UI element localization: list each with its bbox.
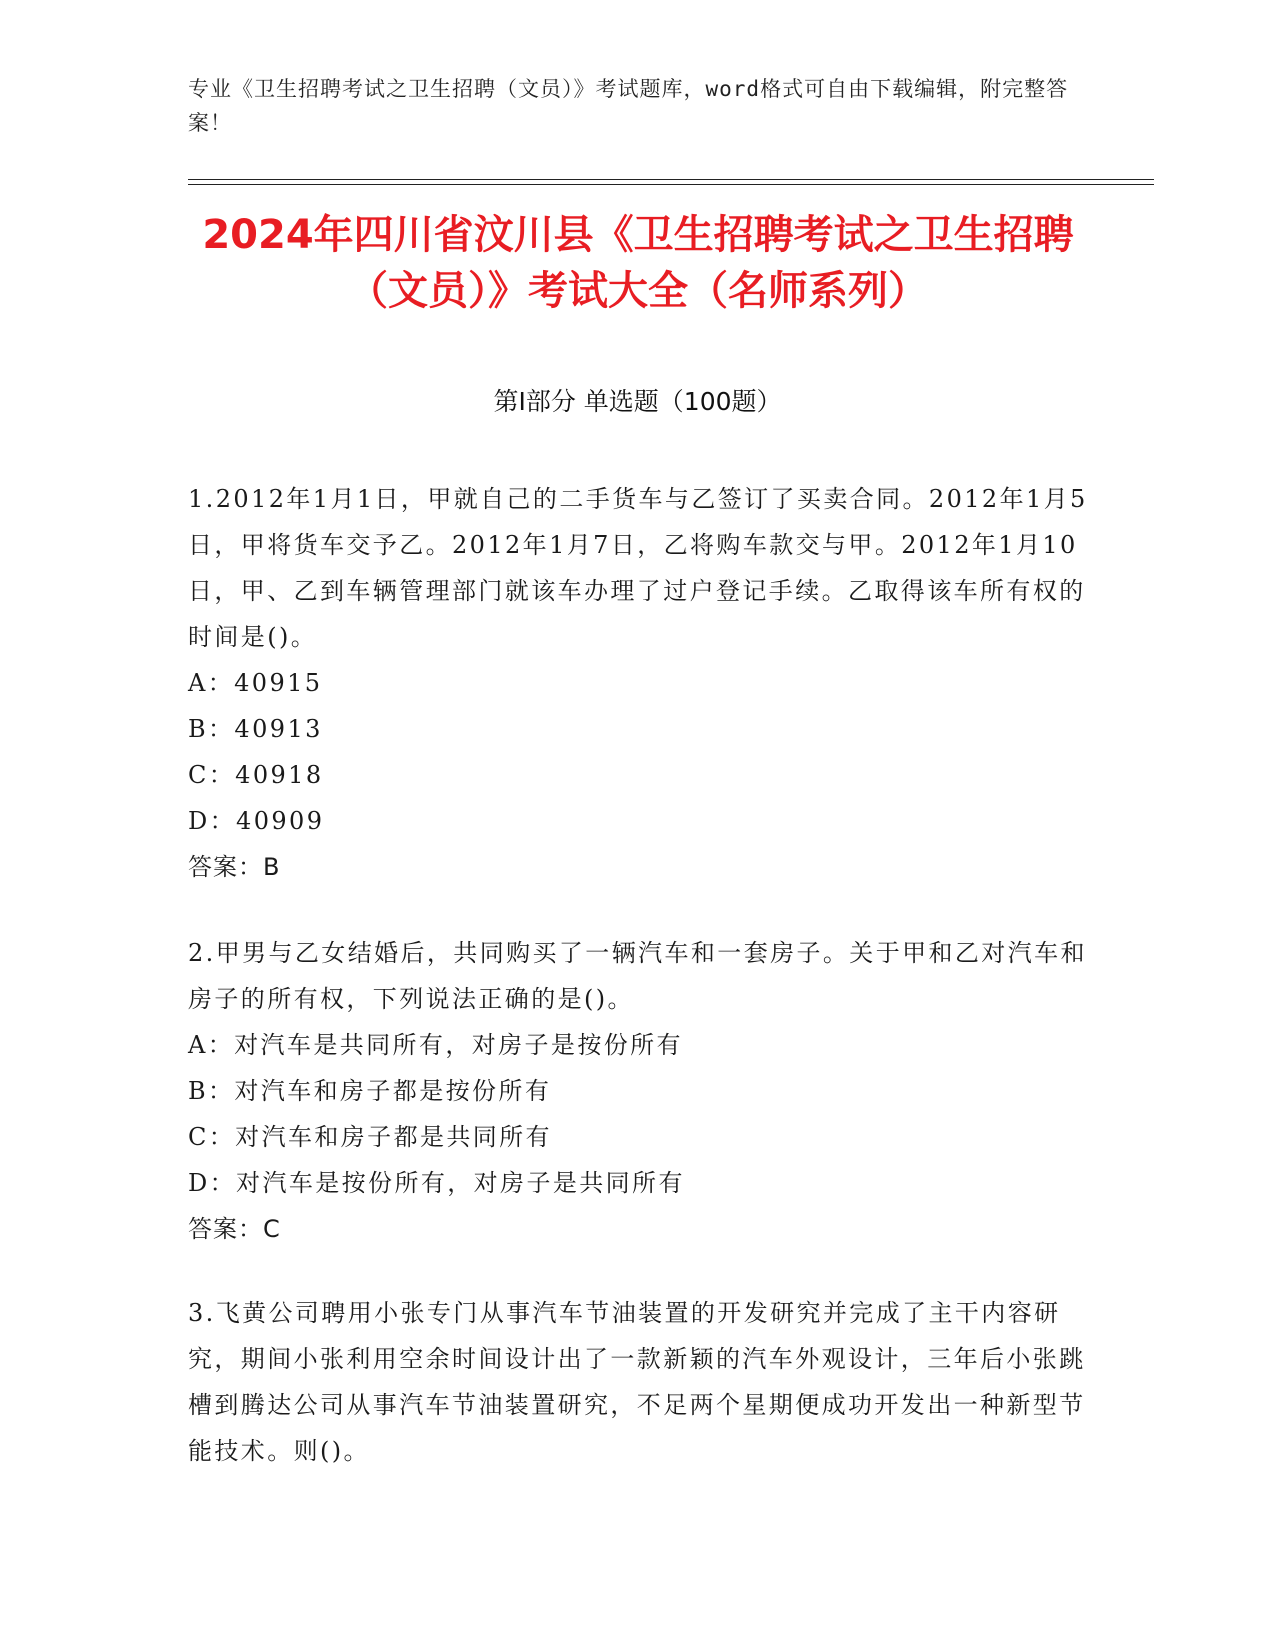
header-divider-top — [188, 179, 1154, 180]
header-divider-bottom — [188, 184, 1154, 185]
option-c: C：40918 — [188, 761, 324, 789]
option-a: A：40915 — [188, 669, 323, 697]
question-stem: 3.飞黄公司聘用小张专门从事汽车节油装置的开发研究并完成了主干内容研究，期间小张利用空余时间设计出了一款新颖的汽车外观设计，三年后小张跳槽到腾达公司从事汽车节油装置研究，不足两个星期便成功开发出一种新型节能技术。则()。 — [188, 1299, 1086, 1465]
answer: 答案：C — [188, 1215, 281, 1243]
option-d: D：对汽车是按份所有，对房子是共同所有 — [188, 1169, 685, 1197]
option-d: D：40909 — [188, 807, 325, 835]
question-3 — [188, 1290, 1088, 1474]
option-c: C：对汽车和房子都是共同所有 — [188, 1123, 552, 1151]
section-title: 第Ⅰ部分 单选题（100题） — [493, 387, 782, 416]
header-note: 专业《卫生招聘考试之卫生招聘（文员）》考试题库，word格式可自由下载编辑，附完整答案！ — [188, 77, 1069, 135]
document-title: 2024年四川省汶川县《卫生招聘考试之卫生招聘（文员）》考试大全（名师系列） — [202, 212, 1074, 314]
option-b: B：40913 — [188, 715, 323, 743]
option-b: B：对汽车和房子都是按份所有 — [188, 1077, 552, 1105]
question-2 — [188, 930, 1088, 1252]
question-1 — [188, 476, 1088, 890]
question-stem: 1.2012年1月1日，甲就自己的二手货车与乙签订了买卖合同。2012年1月5日，甲将货车交予乙。2012年1月7日，乙将购车款交与甲。2012年1月10日，甲、乙到车辆管理部门就该车办理了过户登记手续。乙取得该车所有权的时间是()。 — [188, 485, 1088, 651]
question-stem: 2.甲男与乙女结婚后，共同购买了一辆汽车和一套房子。关于甲和乙对汽车和房子的所有权，下列说法正确的是()。 — [188, 939, 1087, 1013]
option-a: A：对汽车是共同所有，对房子是按份所有 — [188, 1031, 683, 1059]
answer: 答案：B — [188, 853, 281, 881]
